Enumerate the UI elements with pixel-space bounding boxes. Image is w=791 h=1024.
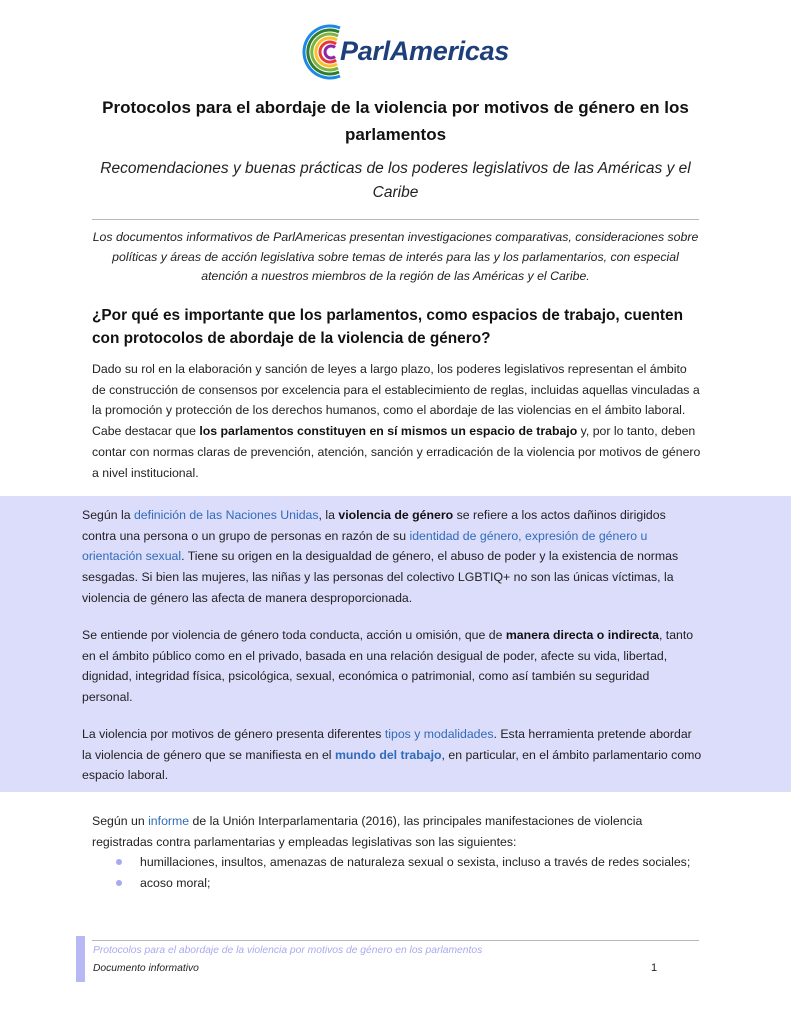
logo-wordmark: ParlAmericas [340, 36, 510, 66]
link-identidad-genero[interactable]: identidad de género, expresión de género u orientación sexual [82, 528, 648, 564]
text-run: Según la [82, 508, 134, 522]
link-mundo-del-trabajo[interactable]: mundo del trabajo [334, 747, 442, 762]
link-tipos-modalidades[interactable]: tipos y modalidades [384, 727, 494, 741]
list-item-text: humillaciones, insultos, amenazas de naturaleza sexual o sexista, incluso a través de redes sociales; [140, 855, 691, 869]
bold-text: los parlamentos constituyen en sí mismos un espacio de trabajo [199, 424, 578, 439]
bold-text: violencia de género [338, 508, 454, 522]
bold-text: manera directa o indirecta [505, 628, 659, 642]
text-run: , la [318, 508, 339, 522]
text-run: . Tiene su origen en la desigualdad de género, el abuso de poder y la existencia de normas sesgadas. Si bien las mujeres, las niñas y las personas del colectivo LGBTIQ+ no son las únicas víctimas, la violencia de género las afecta de manera desproporcionada. [82, 549, 679, 605]
bullet-icon [116, 880, 122, 886]
text-run: . Esta herramienta pretende abordar la violencia de género que se manifiesta en el [82, 727, 692, 762]
text-run: Según un [92, 814, 149, 828]
footer-doc-type: Documento informativo [93, 963, 199, 974]
text-run: se refiere a los actos dañinos dirigidos contra una persona o un grupo de personas en razón de su [82, 508, 666, 543]
types-paragraph [82, 724, 702, 786]
divider [92, 219, 699, 220]
footer-divider [92, 940, 699, 941]
text-run: de la Unión Interparlamentaria (2016), las principales manifestaciones de violencia registradas contra parlamentarias y empleadas legislativas son las siguientes: [92, 814, 643, 849]
link-definicion-naciones-unidas[interactable]: definición de las Naciones Unidas [133, 508, 319, 522]
paragraph-informe [92, 811, 702, 852]
definition-box [0, 496, 791, 792]
definition-paragraph [82, 505, 702, 609]
list-item [92, 852, 692, 873]
text-run: La violencia por motivos de género presenta diferentes [82, 727, 385, 741]
violence-definition-paragraph [82, 625, 702, 708]
link-informe[interactable]: informe [148, 814, 190, 828]
document-subtitle: Recomendaciones y buenas prácticas de los poderes legislativos de las Américas y el Caribe [100, 160, 691, 201]
text-run: , en particular, en el ámbito parlamentario como espacio laboral. [82, 747, 702, 783]
list-item [92, 873, 692, 894]
section-heading: ¿Por qué es importante que los parlamentos, como espacios de trabajo, cuenten con protocolos de abordaje de la violencia de género? [92, 307, 683, 347]
text-run: Se entiende por violencia de género toda conducta, acción u omisión, que de [82, 628, 506, 642]
paragraph-rol [92, 359, 702, 483]
document-title: Protocolos para el abordaje de la violencia por motivos de género en los parlamentos [102, 98, 689, 144]
page-number: 1 [651, 962, 658, 974]
bullet-icon [116, 859, 122, 865]
intro-paragraph: Los documentos informativos de ParlAmericas presentan investigaciones comparativas, consideraciones sobre políticas y áreas de acción legislativa sobre temas de interés para las y los parlamentarios, con especial atención a nuestros miembros de la región de las Américas y el Caribe. [92, 230, 699, 283]
list-item-text: acoso moral; [140, 875, 211, 890]
text-run: , tanto en el ámbito público como en el privado, basada en una relación desigual de poder, afecte su vida, libertad, dignidad, integridad física, psicológica, sexual, económica o patrimonial, como así también su seguridad personal. [82, 628, 694, 705]
text-run: y, por lo tanto, deben contar con normas claras de prevención, atención, sanción y erradicación de la violencia por motivos de género a nivel institucional. [92, 424, 701, 480]
manifestations-list [92, 852, 692, 893]
footer-title: Protocolos para el abordaje de la violencia por motivos de género en los parlamentos [93, 945, 483, 956]
text-run: Dado su rol en la elaboración y sanción de leyes a largo plazo, los poderes legislativos representan el ámbito de construcción de consensos por excelencia para el establecimiento de reglas, incluidas aquellas vinculadas a la promoción y protección de los derechos humanos, como el abordaje de las violencias en el ámbito laboral. Cabe destacar que [92, 362, 700, 439]
footer-accent-bar [76, 936, 85, 982]
